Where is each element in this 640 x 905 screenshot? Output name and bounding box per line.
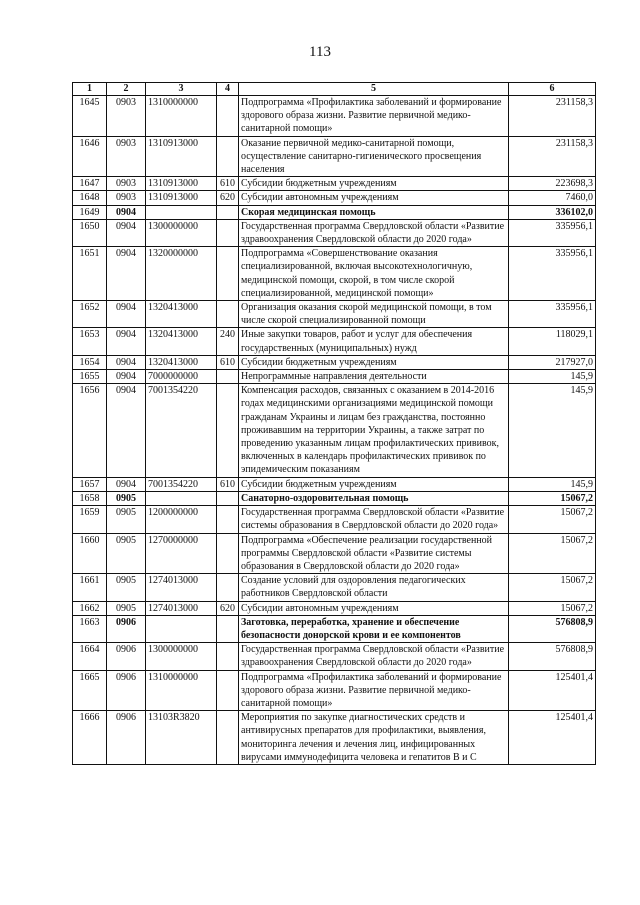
amount: 576808,9 <box>509 615 596 642</box>
expense-name: Субсидии бюджетным учреждениям <box>239 477 509 491</box>
expense-type-code <box>217 615 239 642</box>
section-code: 0905 <box>107 574 146 601</box>
section-code: 0905 <box>107 491 146 505</box>
expense-name: Мероприятия по закупке диагностических средств и антивирусных препаратов для профилактики, выявления, мониторинга лечения и лечения лиц, инфицированных вирусами иммунодефицита человека и гепатитов В и С <box>239 711 509 765</box>
expense-name: Непрограммные направления деятельности <box>239 370 509 384</box>
target-article-code: 1300000000 <box>146 219 217 246</box>
amount: 15067,2 <box>509 506 596 533</box>
expense-name: Субсидии автономным учреждениям <box>239 601 509 615</box>
section-code: 0903 <box>107 136 146 177</box>
expense-type-code: 610 <box>217 177 239 191</box>
expense-type-code <box>217 384 239 477</box>
expense-type-code <box>217 205 239 219</box>
row-number: 1659 <box>73 506 107 533</box>
row-number: 1661 <box>73 574 107 601</box>
expense-name: Заготовка, переработка, хранение и обеспечение безопасности донорской крови и ее компонентов <box>239 615 509 642</box>
header-col-2: 2 <box>107 83 146 96</box>
table-row <box>73 205 596 219</box>
page-number: 113 <box>309 44 331 60</box>
row-number: 1650 <box>73 219 107 246</box>
expense-name: Подпрограмма «Обеспечение реализации государственной программы Свердловской области «Развитие системы образования в Свердловской области до 2020 года» <box>239 533 509 574</box>
table-header-row <box>73 83 596 96</box>
amount: 231158,3 <box>509 96 596 137</box>
expense-type-code: 610 <box>217 355 239 369</box>
amount: 15067,2 <box>509 533 596 574</box>
row-number: 1655 <box>73 370 107 384</box>
amount: 231158,3 <box>509 136 596 177</box>
expense-type-code <box>217 670 239 711</box>
table-row <box>73 670 596 711</box>
row-number: 1649 <box>73 205 107 219</box>
header-col-3: 3 <box>146 83 217 96</box>
row-number: 1664 <box>73 643 107 670</box>
amount: 145,9 <box>509 370 596 384</box>
table-row <box>73 506 596 533</box>
table-row <box>73 177 596 191</box>
expense-name: Подпрограмма «Профилактика заболеваний и формирование здорового образа жизни. Развитие первичной медико-санитарной помощи» <box>239 96 509 137</box>
amount: 145,9 <box>509 384 596 477</box>
table-row <box>73 247 596 301</box>
amount: 335956,1 <box>509 301 596 328</box>
expense-type-code <box>217 643 239 670</box>
expense-type-code: 610 <box>217 477 239 491</box>
target-article-code: 7001354220 <box>146 477 217 491</box>
target-article-code: 1310913000 <box>146 177 217 191</box>
target-article-code: 1320000000 <box>146 247 217 301</box>
amount: 145,9 <box>509 477 596 491</box>
table-row <box>73 219 596 246</box>
header-col-5: 5 <box>239 83 509 96</box>
table-row <box>73 328 596 355</box>
expense-type-code <box>217 136 239 177</box>
section-code: 0904 <box>107 384 146 477</box>
section-code: 0904 <box>107 355 146 369</box>
expense-name: Скорая медицинская помощь <box>239 205 509 219</box>
target-article-code: 1300000000 <box>146 643 217 670</box>
section-code: 0905 <box>107 506 146 533</box>
row-number: 1648 <box>73 191 107 205</box>
table-row <box>73 136 596 177</box>
table-row <box>73 491 596 505</box>
section-code: 0905 <box>107 533 146 574</box>
table-row <box>73 574 596 601</box>
table-row <box>73 96 596 137</box>
expense-name: Организация оказания скорой медицинской помощи, в том числе скорой специализированной помощи <box>239 301 509 328</box>
target-article-code: 7000000000 <box>146 370 217 384</box>
section-code: 0903 <box>107 191 146 205</box>
section-code: 0904 <box>107 205 146 219</box>
expense-type-code <box>217 247 239 301</box>
amount: 125401,4 <box>509 711 596 765</box>
section-code: 0906 <box>107 643 146 670</box>
table-row <box>73 643 596 670</box>
section-code: 0904 <box>107 219 146 246</box>
expense-name: Иные закупки товаров, работ и услуг для обеспечения государственных (муниципальных) нужд <box>239 328 509 355</box>
expense-type-code <box>217 219 239 246</box>
table-row <box>73 601 596 615</box>
expense-type-code: 620 <box>217 601 239 615</box>
section-code: 0903 <box>107 177 146 191</box>
target-article-code: 1310913000 <box>146 136 217 177</box>
expense-type-code <box>217 506 239 533</box>
amount: 118029,1 <box>509 328 596 355</box>
table-row <box>73 711 596 765</box>
section-code: 0905 <box>107 601 146 615</box>
target-article-code: 1320413000 <box>146 301 217 328</box>
expense-name: Государственная программа Свердловской области «Развитие системы образования в Свердловской области до 2020 года» <box>239 506 509 533</box>
expense-name: Государственная программа Свердловской области «Развитие здравоохранения Свердловской области до 2020 года» <box>239 643 509 670</box>
section-code: 0904 <box>107 477 146 491</box>
expense-name: Создание условий для оздоровления педагогических работников Свердловской области <box>239 574 509 601</box>
row-number: 1646 <box>73 136 107 177</box>
target-article-code: 1320413000 <box>146 328 217 355</box>
amount: 223698,3 <box>509 177 596 191</box>
target-article-code: 7001354220 <box>146 384 217 477</box>
expense-name: Подпрограмма «Профилактика заболеваний и формирование здорового образа жизни. Развитие первичной медико-санитарной помощи» <box>239 670 509 711</box>
target-article-code <box>146 205 217 219</box>
row-number: 1657 <box>73 477 107 491</box>
target-article-code: 1270000000 <box>146 533 217 574</box>
row-number: 1663 <box>73 615 107 642</box>
row-number: 1665 <box>73 670 107 711</box>
expense-name: Санаторно-оздоровительная помощь <box>239 491 509 505</box>
header-col-4: 4 <box>217 83 239 96</box>
section-code: 0904 <box>107 301 146 328</box>
expense-name: Подпрограмма «Совершенствование оказания специализированной, включая высокотехнологичную, медицинской помощи, скорой, в том числе скорой специализированной, медицинской помощи» <box>239 247 509 301</box>
table-row <box>73 533 596 574</box>
row-number: 1660 <box>73 533 107 574</box>
expense-name: Субсидии бюджетным учреждениям <box>239 177 509 191</box>
expense-type-code: 240 <box>217 328 239 355</box>
expense-type-code <box>217 533 239 574</box>
row-number: 1662 <box>73 601 107 615</box>
expense-type-code <box>217 370 239 384</box>
expense-name: Компенсация расходов, связанных с оказанием в 2014-2016 годах медицинскими организациями медицинской помощи гражданам Украины и лицам без гражданства, постоянно проживавшим на территории Украины, а также затрат по проведению указанным лицам профилактических прививок, включенных в календарь профилактических прививок по эпидемическим показаниям <box>239 384 509 477</box>
target-article-code: 1320413000 <box>146 355 217 369</box>
amount: 217927,0 <box>509 355 596 369</box>
target-article-code: 1274013000 <box>146 574 217 601</box>
table-row <box>73 384 596 477</box>
row-number: 1653 <box>73 328 107 355</box>
target-article-code: 13103R3820 <box>146 711 217 765</box>
expense-type-code: 620 <box>217 191 239 205</box>
row-number: 1652 <box>73 301 107 328</box>
target-article-code <box>146 615 217 642</box>
expense-name: Оказание первичной медико-санитарной помощи, осуществление санитарно-гигиенического просвещения населения <box>239 136 509 177</box>
table-row <box>73 301 596 328</box>
amount: 125401,4 <box>509 670 596 711</box>
expense-type-code <box>217 96 239 137</box>
section-code: 0904 <box>107 370 146 384</box>
expense-type-code <box>217 711 239 765</box>
row-number: 1654 <box>73 355 107 369</box>
target-article-code <box>146 491 217 505</box>
section-code: 0906 <box>107 711 146 765</box>
expense-name: Субсидии бюджетным учреждениям <box>239 355 509 369</box>
expense-type-code <box>217 491 239 505</box>
amount: 15067,2 <box>509 491 596 505</box>
budget-table <box>72 82 596 765</box>
table-row <box>73 355 596 369</box>
amount: 576808,9 <box>509 643 596 670</box>
section-code: 0904 <box>107 328 146 355</box>
row-number: 1647 <box>73 177 107 191</box>
row-number: 1666 <box>73 711 107 765</box>
target-article-code: 1200000000 <box>146 506 217 533</box>
table-body <box>73 96 596 765</box>
expense-name: Субсидии автономным учреждениям <box>239 191 509 205</box>
amount: 7460,0 <box>509 191 596 205</box>
section-code: 0906 <box>107 615 146 642</box>
target-article-code: 1310000000 <box>146 96 217 137</box>
row-number: 1645 <box>73 96 107 137</box>
expense-name: Государственная программа Свердловской области «Развитие здравоохранения Свердловской области до 2020 года» <box>239 219 509 246</box>
expense-type-code <box>217 301 239 328</box>
table-row <box>73 370 596 384</box>
amount: 335956,1 <box>509 247 596 301</box>
target-article-code: 1310000000 <box>146 670 217 711</box>
section-code: 0906 <box>107 670 146 711</box>
table-row <box>73 615 596 642</box>
section-code: 0904 <box>107 247 146 301</box>
header-col-6: 6 <box>509 83 596 96</box>
header-col-1: 1 <box>73 83 107 96</box>
amount: 335956,1 <box>509 219 596 246</box>
table-row <box>73 477 596 491</box>
row-number: 1656 <box>73 384 107 477</box>
amount: 15067,2 <box>509 601 596 615</box>
amount: 15067,2 <box>509 574 596 601</box>
row-number: 1651 <box>73 247 107 301</box>
table-row <box>73 191 596 205</box>
target-article-code: 1274013000 <box>146 601 217 615</box>
amount: 336102,0 <box>509 205 596 219</box>
section-code: 0903 <box>107 96 146 137</box>
row-number: 1658 <box>73 491 107 505</box>
target-article-code: 1310913000 <box>146 191 217 205</box>
expense-type-code <box>217 574 239 601</box>
